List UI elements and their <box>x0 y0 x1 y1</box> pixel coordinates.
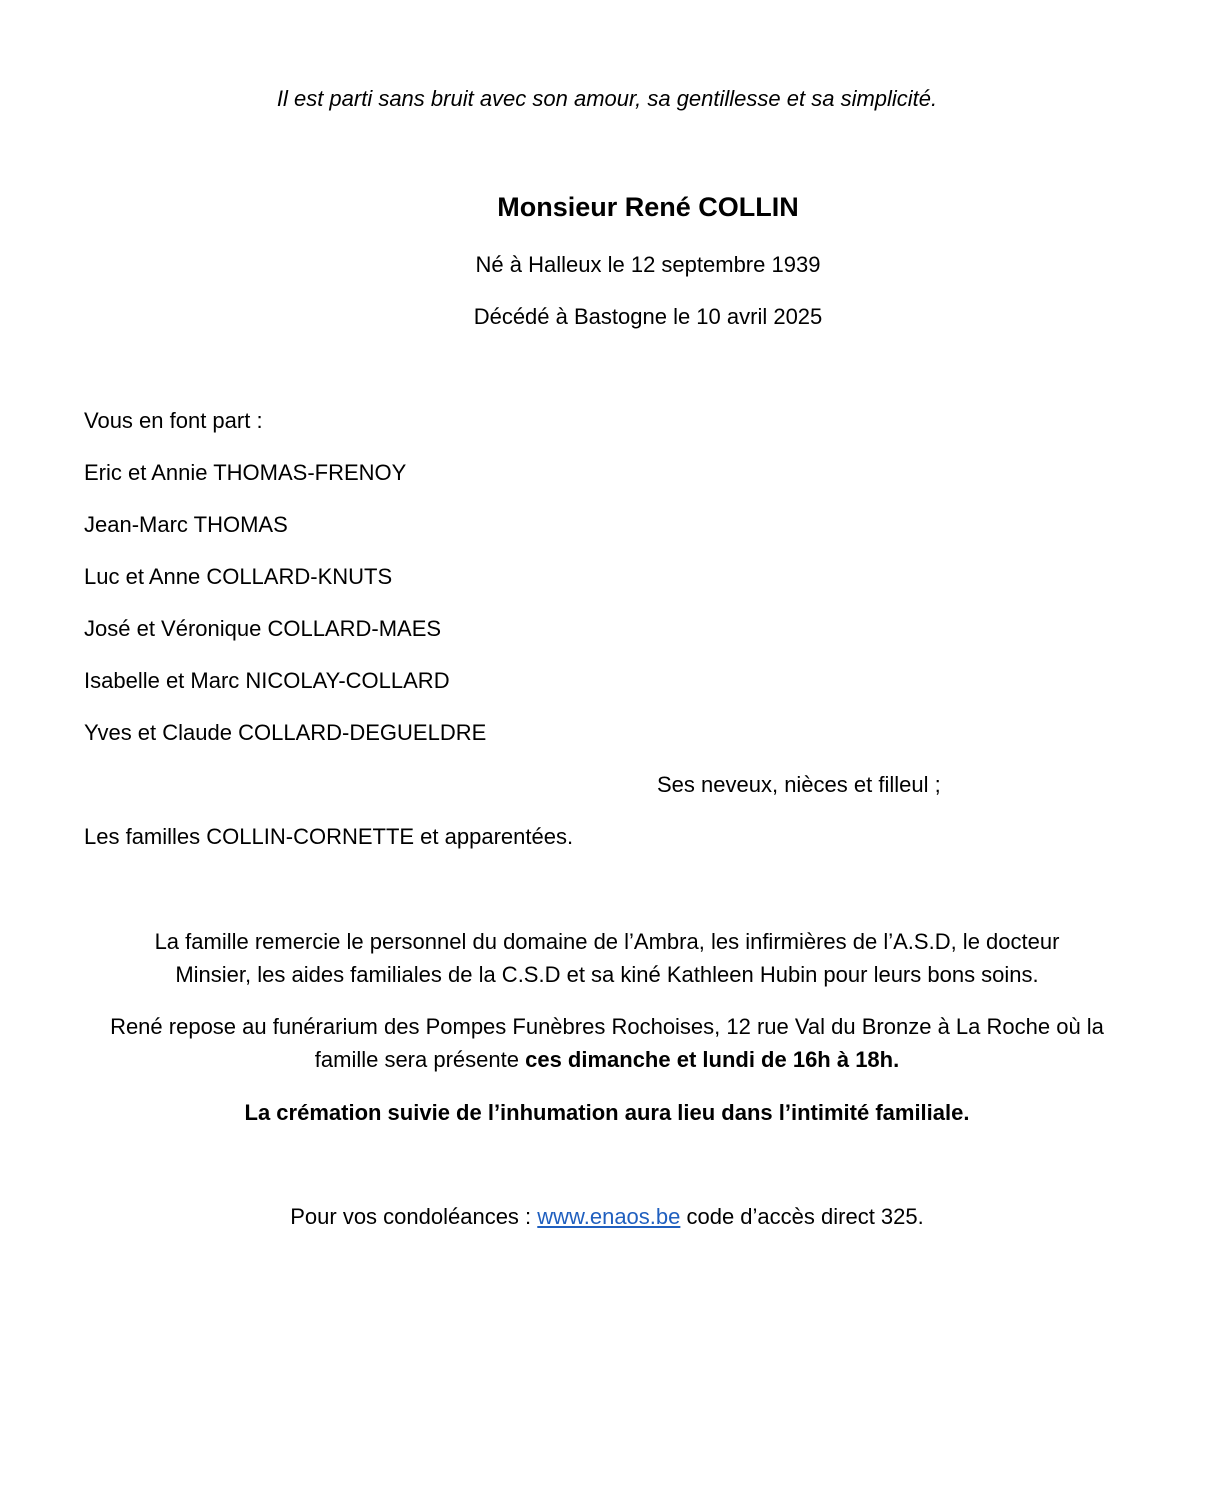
visitation-line-2 <box>0 1045 1214 1075</box>
visitation-hours: ces dimanche et lundi de 16h à 18h. <box>525 1047 900 1072</box>
family-member: Luc et Anne COLLARD-KNUTS <box>84 564 393 589</box>
epigraph: Il est parti sans bruit avec son amour, sa gentillesse et sa simplicité. <box>276 86 938 111</box>
nephews-line: Ses neveux, nièces et filleul ; <box>657 772 941 797</box>
families-line: Les familles COLLIN-CORNETTE et apparentées. <box>84 824 574 849</box>
visitation-text: famille sera présente <box>314 1047 526 1072</box>
visitation-line-1: René repose au funérarium des Pompes Funèbres Rochoises, 12 rue Val du Bronze à La Roche où la <box>110 1014 1104 1039</box>
thanks-line-1: La famille remercie le personnel du domaine de l’Ambra, les infirmières de l’A.S.D, le docteur <box>154 929 1060 954</box>
condolences-link[interactable]: www.enaos.be <box>537 1204 681 1229</box>
announcement-intro: Vous en font part : <box>84 408 263 433</box>
family-member: Isabelle et Marc NICOLAY-COLLARD <box>84 668 450 693</box>
birth-info: Né à Halleux le 12 septembre 1939 <box>475 252 821 277</box>
family-member: Jean-Marc THOMAS <box>84 512 288 537</box>
condolences-prefix: Pour vos condoléances : <box>290 1204 538 1229</box>
condolences-suffix: code d’accès direct 325. <box>680 1204 924 1229</box>
family-member: José et Véronique COLLARD-MAES <box>84 616 442 641</box>
thanks-line-2: Minsier, les aides familiales de la C.S.D et sa kiné Kathleen Hubin pour leurs bons soins. <box>175 962 1039 987</box>
death-info: Décédé à Bastogne le 10 avril 2025 <box>473 304 823 329</box>
condolences-line <box>0 1202 1214 1232</box>
deceased-name: Monsieur René COLLIN <box>497 192 799 222</box>
family-member: Eric et Annie THOMAS-FRENOY <box>84 460 407 485</box>
family-member: Yves et Claude COLLARD-DEGUELDRE <box>84 720 487 745</box>
ceremony-notice: La crémation suivie de l’inhumation aura lieu dans l’intimité familiale. <box>244 1100 970 1125</box>
